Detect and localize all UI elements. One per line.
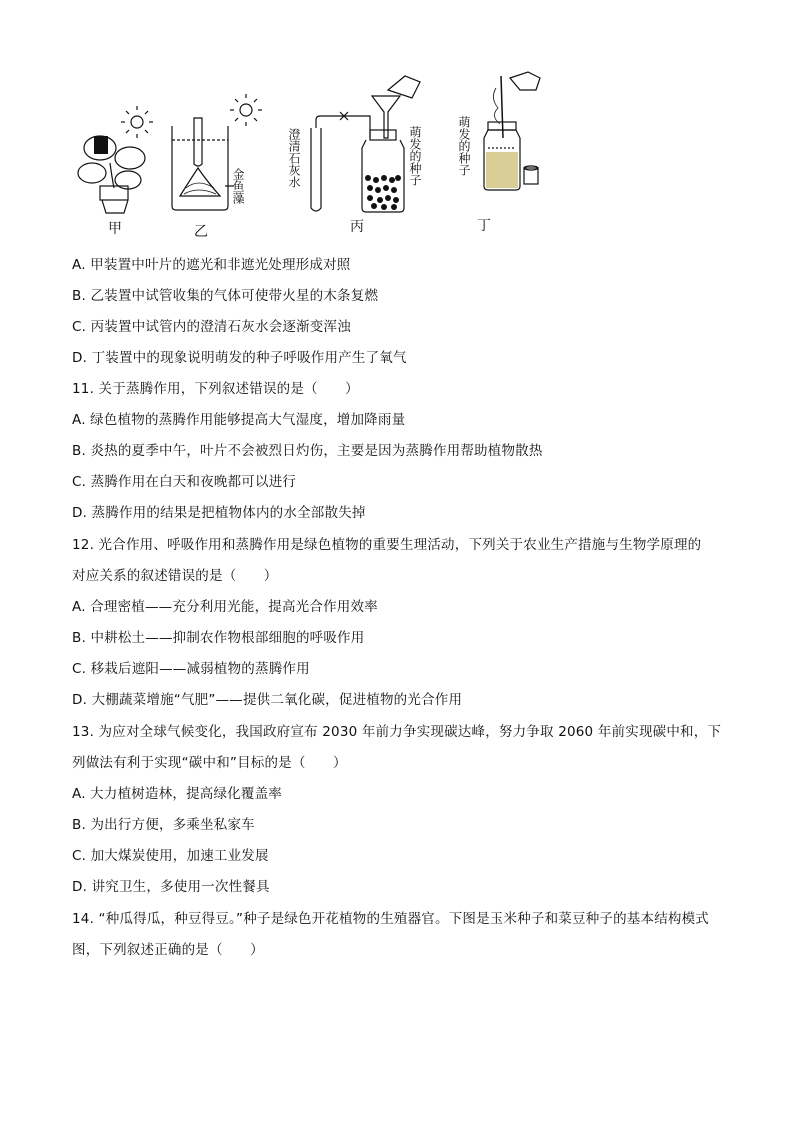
opaque-cover: [94, 136, 108, 154]
q12-option-b: B. 中耕松土——抑制农作物根部细胞的呼吸作用: [72, 630, 365, 646]
q10-option-d: D. 丁装置中的现象说明萌发的种子呼吸作用产生了氧气: [72, 350, 407, 366]
q10-option-b: B. 乙装置中试管收集的气体可使带火星的木条复燃: [72, 288, 379, 304]
label-limewater: 澄清石灰水: [287, 128, 301, 188]
label-seeds-ding: 萌发的种子: [457, 116, 471, 176]
setup-yi-beaker: [172, 94, 262, 210]
q13-stem-line1: 13. 为应对全球气候变化，我国政府宣布 2030 年前力争实现碳达峰，努力争取 2060 年前实现碳中和，下: [72, 724, 722, 740]
q11-option-a: A. 绿色植物的蒸腾作用能够提高大气湿度，增加降雨量: [72, 412, 406, 428]
caption-bing: 丙: [350, 219, 364, 235]
q12-option-c: C. 移栽后遮阳——减弱植物的蒸腾作用: [72, 661, 310, 677]
experiment-figure: [70, 68, 550, 243]
q10-option-a: A. 甲装置中叶片的遮光和非遮光处理形成对照: [72, 257, 351, 273]
q12-stem-line2: 对应关系的叙述错误的是（ ）: [72, 568, 278, 584]
q12-stem-line1: 12. 光合作用、呼吸作用和蒸腾作用是绿色植物的重要生理活动，下列关于农业生产措施与生物学原理的: [72, 537, 702, 553]
q13-option-b: B. 为出行方便，多乘坐私家车: [72, 817, 255, 833]
q10-option-c: C. 丙装置中试管内的澄清石灰水会逐渐变浑浊: [72, 319, 351, 335]
q14-stem-line2: 图，下列叙述正确的是（ ）: [72, 942, 264, 958]
caption-jia: 甲: [108, 221, 122, 237]
q12-option-d: D. 大棚蔬菜增施“气肥”——提供二氧化碳，促进植物的光合作用: [72, 692, 463, 708]
label-seeds-bing: 萌发的种子: [408, 126, 422, 186]
q11-option-b: B. 炎热的夏季中午，叶片不会被烈日灼伤，主要是因为蒸腾作用帮助植物散热: [72, 443, 543, 459]
caption-ding: 丁: [477, 218, 491, 234]
q13-option-c: C. 加大煤炭使用，加速工业发展: [72, 848, 269, 864]
q12-option-a: A. 合理密植——充分利用光能，提高光合作用效率: [72, 599, 378, 615]
q11-option-c: C. 蒸腾作用在白天和夜晚都可以进行: [72, 474, 297, 490]
q13-stem-line2: 列做法有利于实现“碳中和”目标的是（ ）: [72, 755, 347, 771]
q11-option-d: D. 蒸腾作用的结果是把植物体内的水全部散失掉: [72, 505, 366, 521]
q13-option-d: D. 讲究卫生，多使用一次性餐具: [72, 879, 270, 895]
q14-stem-line1: 14. “种瓜得瓜，种豆得豆。”种子是绿色开花植物的生殖器官。下图是玉米种子和菜豆种子的基本结构模式: [72, 911, 709, 927]
q11-stem: 11. 关于蒸腾作用，下列叙述错误的是（ ）: [72, 381, 359, 397]
caption-yi: 乙: [194, 224, 208, 240]
setup-jia-plant: [78, 106, 153, 213]
label-goldfish-weed: 金鱼藻: [231, 168, 245, 204]
q13-option-a: A. 大力植树造林，提高绿化覆盖率: [72, 786, 282, 802]
setup-bing-apparatus: [311, 76, 420, 212]
